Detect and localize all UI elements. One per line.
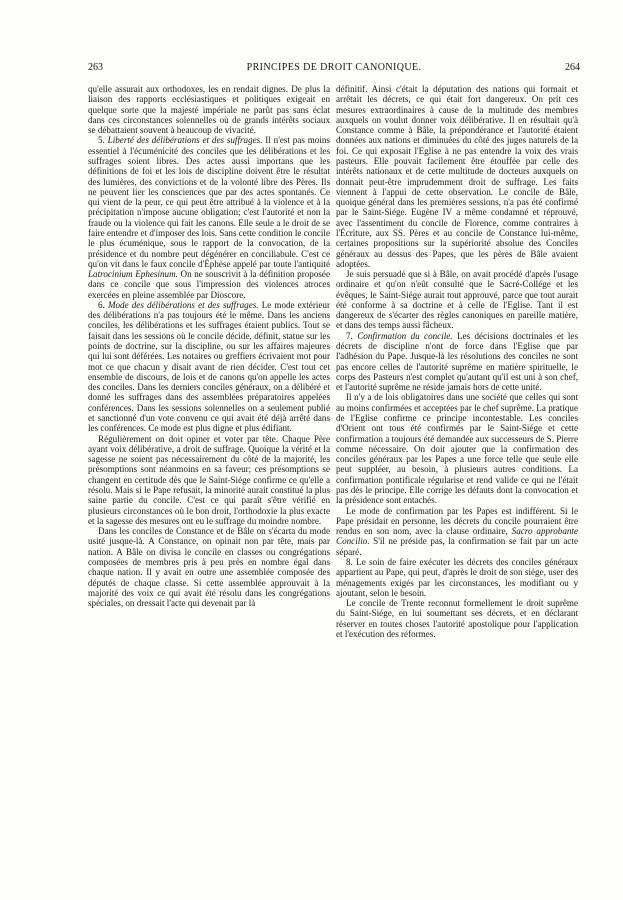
paragraph: définitif. Ainsi c'était la députation des nations qui formait et arrêtait les décrets, ce qui était fort dangereux. On prit ces mesures extraordinaires à cause de la multitude des membres auxquels on voulut donner voix délibérative. Il en résultait qu'à Constance comme à Bâle, la prépondérance et l'autorité étaient données aux nations et diminuées du côté des juges naturels de la foi. Ce qui exposait l'Eglise à ne pas entendre la voix des vrais pasteurs. Elle pouvait facilement être étouffée par celle des intérêts nationaux et de cette multitude de docteurs auxquels on donnait peut-être imprudemment droit de suffrage. Les faits viennent à l'appui de cette observation. Le concile de Bâle, quoique général dans les premières sessions, n'a pas été confirmé par le Saint-Siége. Eugène IV a même condamné et réprouvé, avec l'assentiment du concile de Florence, comme contraires à l'Écriture, aux SS. Pères et au concile de Constance lui-même, certaines propositions sur la supériorité absolue des Conciles généraux au dessus des Papes, que les pères de Bâle avaient adoptées.	[336, 84, 578, 269]
paragraph: 8. Le soin de faire exécuter les décrets des conciles généraux appartient au Pape, qui peut, d'après le droit de son siége, user des ménagements exigés par les circonstances, les modifiant ou y ajoutant, selon le besoin.	[336, 556, 578, 598]
page-number-right: 264	[565, 62, 580, 73]
section-number: 7.	[346, 330, 353, 341]
paragraph: Je suis persuadé que si à Bâle, on avait procédé d'après l'usage ordinaire et qu'on n'eût consulté que le Sacré-Collége et les évêques, le Saint-Siége aurait tout approuvé, parce que tout aurait été conforme à sa doctrine et à celle de l'Eglise. Tant il est dangereux de s'écarter des règles canoniques en pareille matière, et dans des temps aussi fâcheux.	[336, 269, 578, 331]
section-number: 6.	[98, 299, 105, 310]
paragraph-text: On ne souscrivit à la définition proposée dans ce concile que sous l'impression des violences atroces exercées en pleine assemblée par Dioscore.	[88, 269, 330, 300]
paragraph-text: Il n'est pas moins essentiel à l'écuménicité des conciles que les délibérations et les suffrages soient libres. Des actes aussi importans que les définitions de foi et les lois de discipline doivent être le résultat des lumières, des convictions et de la volonté libre des Pères. Ils ne peuvent lier les consciences que par des actes spontanés. Ce qui vient de la peur, ce qui peut être attribué à la violence et à la précipitation n'impose aucune obligation; c'est l'autorité et non la fraude ou la violence qui fait les canons. Elle seule a le droit de se faire entendre et d'imposer des lois. Sans cette condition le concile le plus écuménique, sous le rapport de la convocation, de la présidence et du nombre peut dégénérer en conciliabule. C'est ce qu'on vit dans le faux concile d'Éphèse appelé par toute l'antiquité	[88, 135, 330, 269]
paragraph-text: Les décisions doctrinales et les décrets de discipline n'ont de force dans l'Eglise que par l'adhésion du Pape. Jusque-là les résolutions des conciles ne sont pas encore celles de l'autorité suprême en matière spirituelle, le corps des Pasteurs n'est complet qu'autant qu'il est uni à son chef, et l'autorité suprême ne réside jamais hors de cette unité.	[336, 330, 578, 393]
paragraph-text: Le mode de confirmation par les Papes est indifférent. Si le Pape présidait en personne, les décrets du concile pourraient être rendus en son nom, avec la clause ordinaire,	[336, 505, 578, 537]
paragraph: Régulièrement on doit opiner et voter par tête. Chaque Père ayant voix délibérative, a droit de suffrage. Quoique la vérité et la sagesse ne soient pas nécessairement du côté de la majorité, les présomptions sont néanmoins en sa faveur; ces présomptions se changent en certitude dès que le Saint-Siége confirme ce qu'elle a résolu. Mais si le Pape refusait, la minorité aurait constitué la plus saine partie du concile. C'est ce qui paraît s'être vérifié en plusieurs circonstances où le bon droit, l'orthodoxie la plus exacte et la sagesse des mesures ont eu le suffrage du moindre nombre.	[88, 433, 330, 526]
paragraph-liberte	[88, 135, 330, 300]
left-column	[88, 84, 330, 608]
page-number-left: 263	[88, 62, 103, 73]
paragraph: Il n'y a de lois obligatoires dans une société que celles qui sont au moins confirmées et acceptées par le chef suprême. La pratique de l'Eglise confirme ce principe incontestable. Les conciles d'Orient ont tous été confirmés par le Saint-Siége et cette confirmation a toujours été demandée aux successeurs de S. Pierre comme nécessaire. On doit ajouter que la confirmation des conciles généraux par les Papes a une force telle que seule elle peut suppléer, au besoin, à plusieurs autres conditions. La confirmation pontificale régularise et rend valide ce qui ne l'était pas dès le principe. Elle corrige les défauts dont la convocation et la présidence sont entachés.	[336, 392, 578, 506]
right-column	[336, 84, 578, 639]
running-header	[88, 62, 580, 76]
paragraph-mode	[88, 300, 330, 434]
section-title: Liberté des délibérations et des suffrages.	[107, 135, 263, 146]
paragraph: qu'elle assurait aux orthodoxes, les en rendait dignes. De plus la liaison des rapports ecclésiastiques et politiques exigeait en quelque sorte que la majesté impériale ne parût pas sans éclat dans ces circonstances solennelles où de grands intérêts sociaux se débattaient souvent à beaucoup de vivacité.	[88, 84, 330, 136]
paragraph-text: S'il ne préside pas, la confirmation se fait par un acte séparé.	[336, 536, 578, 557]
latin-phrase: Latrocinium Ephesinum.	[88, 269, 178, 280]
paragraph-mode-confirmation	[336, 506, 578, 557]
paragraph: Dans les conciles de Constance et de Bâle on s'écarta du mode usité jusque-là. A Constance, on opinait non par tête, mais par nation. A Bâle on divisa le concile en classes ou congrégations composées de membres pris à peu près en nombre égal dans chaque nation. Il y avait en outre une assemblée composée des députés de chaque classe. Si cette assemblée approuvait à la majorité des voix ce qui avait été résolu dans les congrégations spéciales, on dressait l'acte qui devenait par là	[88, 526, 330, 609]
paragraph-confirmation	[336, 331, 578, 393]
paragraph: Le concile de Trente reconnut formellement le droit suprême du Saint-Siége, en lui soumettant ses décrets, et en déclarant réserver en toutes choses l'autorité apostolique pour l'application et l'exécution des réformes.	[336, 598, 578, 639]
latin-phrase: Sacro approbante Concilio.	[336, 526, 578, 547]
paragraph-text: Le mode extérieur des délibérations n'a pas toujours été le même. Dans les anciens conciles, les délibérations et les suffrages étaient publics. Tout se faisait dans les sessions où le concile décide, définit, statue sur les points de doctrine, sur la discipline, ou sur les affaires majeures qui lui sont déférées. Les notaires ou greffiers écrivaient mot pour mot ce que chacun y disait avant de rien décider. C'est tout cet ensemble de discours, de lois et de canons qu'on appelle les actes des conciles. Dans les derniers conciles généraux, on a délibéré et donné les suffrages dans des assemblées préparatoires appelées conférences. Dans les sessions solennelles on a seulement publié et sanctionné d'un vote convenu ce qui avait été déjà arrêté dans les conférences. Ce mode est plus digne et plus édifiant.	[88, 299, 330, 434]
section-title: Mode des délibérations et des suffrages.	[107, 299, 259, 310]
section-title: Confirmation du concile.	[357, 330, 453, 341]
running-title: PRINCIPES DE DROIT CANONIQUE.	[246, 62, 422, 73]
section-number: 5.	[98, 135, 105, 146]
